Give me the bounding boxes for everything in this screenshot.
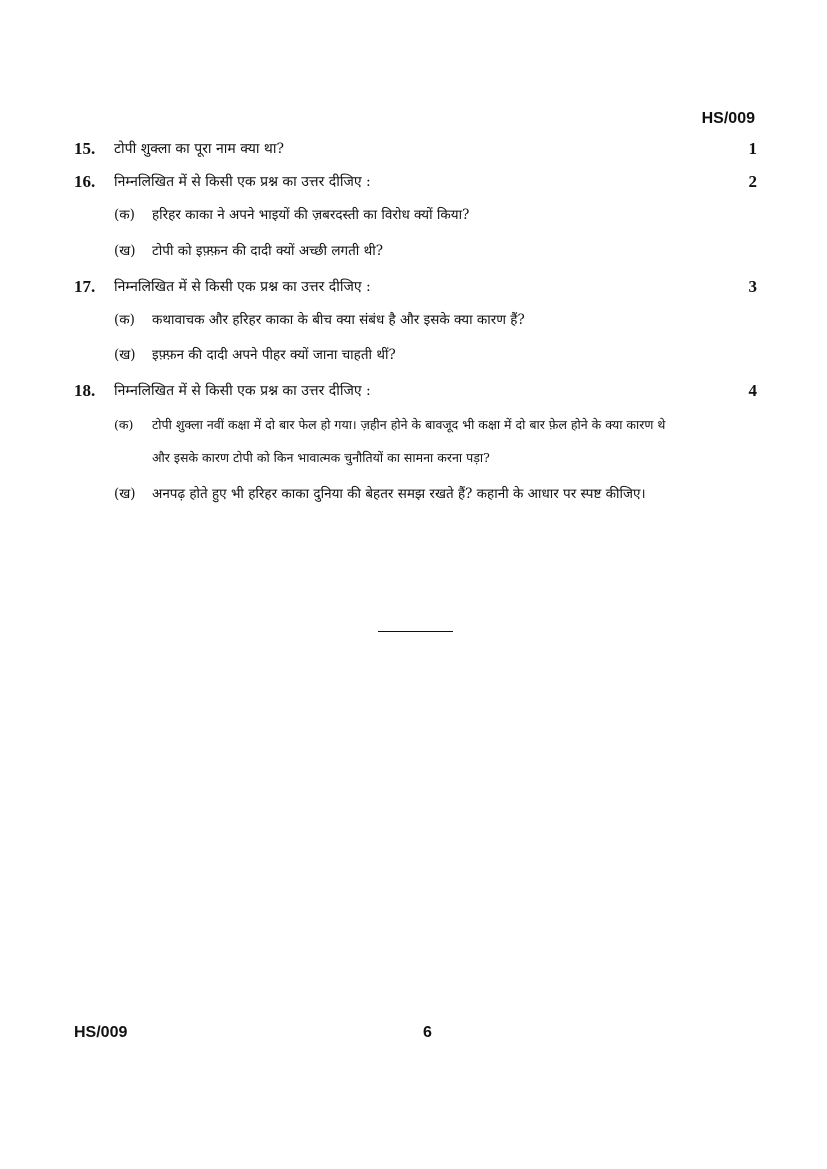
option-label: (क): [114, 312, 135, 328]
option-text: और इसके कारण टोपी को किन भावात्मक चुनौतियों का सामना करना पड़ा?: [152, 450, 490, 465]
question-marks: 1: [748, 139, 757, 158]
option-text: कथावाचक और हरिहर काका के बीच क्या संबंध है और इसके क्या कारण हैं?: [152, 312, 525, 328]
question-18: [74, 380, 757, 402]
option-17-ka: [114, 304, 757, 337]
question-number: 18.: [74, 381, 96, 400]
question-text: निम्नलिखित में से किसी एक प्रश्न का उत्तर दीजिए :: [114, 383, 371, 399]
question-text: निम्नलिखित में से किसी एक प्रश्न का उत्तर दीजिए :: [114, 279, 371, 295]
option-text: टोपी को इफ़्फ़न की दादी क्यों अच्छी लगती थी?: [152, 243, 383, 259]
option-18-kha: [114, 478, 757, 511]
question-text: टोपी शुक्ला का पूरा नाम क्या था?: [114, 141, 284, 157]
option-18-ka: [114, 408, 757, 474]
question-number: 15.: [74, 139, 96, 158]
option-label: (ख): [114, 347, 136, 363]
question-marks: 4: [748, 381, 757, 400]
question-marks: 3: [748, 277, 757, 296]
question-16: [74, 171, 757, 193]
option-label: (क): [114, 417, 134, 432]
paper-code-bottom: HS/009: [74, 1024, 128, 1041]
question-number: 17.: [74, 277, 96, 296]
option-17-kha: [114, 339, 757, 372]
option-16-ka: [114, 199, 757, 232]
option-16-kha: [114, 235, 757, 268]
option-text: इफ़्फ़न की दादी अपने पीहर क्यों जाना चाहती थीं?: [152, 347, 396, 363]
option-text: हरिहर काका ने अपने भाइयों की ज़बरदस्ती का विरोध क्यों किया?: [152, 207, 470, 223]
paper-code-top: HS/009: [701, 110, 755, 127]
option-label: (ख): [114, 486, 136, 502]
section-end-rule: [378, 631, 453, 632]
option-label: (ख): [114, 243, 136, 259]
option-label: (क): [114, 207, 135, 223]
page-number: 6: [423, 1024, 432, 1041]
question-text: निम्नलिखित में से किसी एक प्रश्न का उत्तर दीजिए :: [114, 174, 371, 190]
question-17: [74, 276, 757, 298]
question-number: 16.: [74, 172, 96, 191]
question-15: [74, 138, 757, 160]
option-text: अनपढ़ होते हुए भी हरिहर काका दुनिया की बेहतर समझ रखते हैं? कहानी के आधार पर स्पष्ट कीजिए।: [152, 486, 646, 502]
option-text: टोपी शुक्ला नवीं कक्षा में दो बार फेल हो गया। ज़हीन होने के बावजूद भी कक्षा में दो बार फ़ेल होने के क्या कारण थे: [152, 417, 666, 432]
question-marks: 2: [748, 172, 757, 191]
